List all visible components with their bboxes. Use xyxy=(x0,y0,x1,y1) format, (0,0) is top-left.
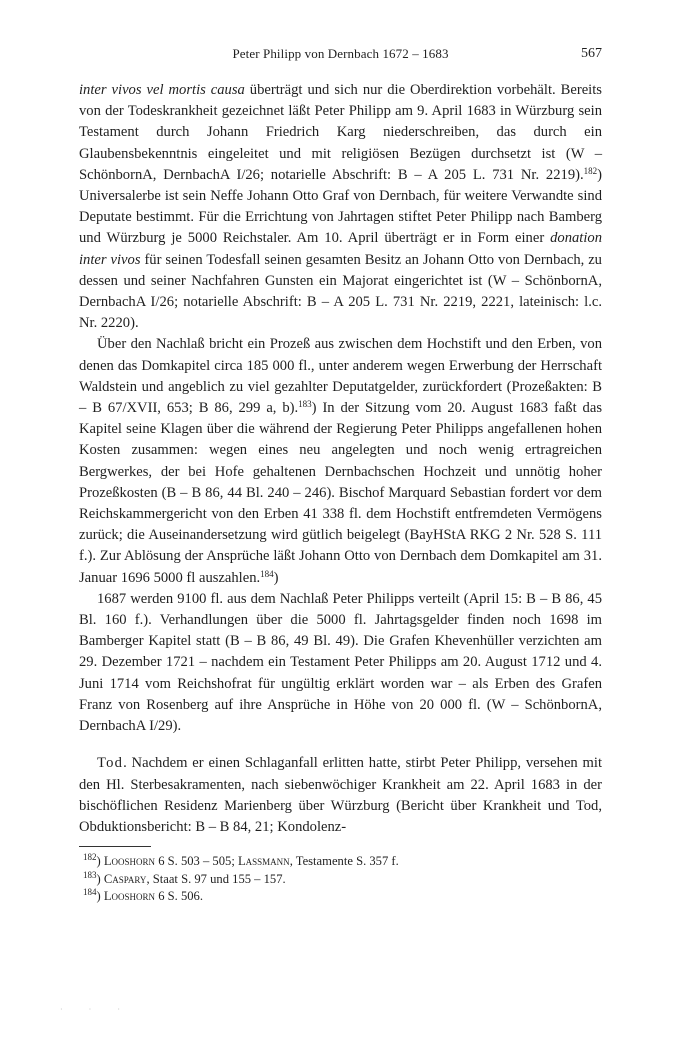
footnote-183: $^{183}$) Caspary, Staat S. 97 und 155 – 157. xyxy=(83,869,286,886)
paragraph-text: für seinen Todesfall seinen gesamten Besitz an Johann Otto von Dernbach, zu dessen und seiner Nachfahren Gunsten ein Majorat eingerichtet ist (W – SchönbornA, DernbachA I/26; notarielle Abschrift: B – A 205 L. 731 Nr. 2219, 2221, lateinisch: l.c. Nr. 2220). xyxy=(79,251,602,332)
footnote-184: $^{184}$) Looshorn 6 S. 506. xyxy=(83,887,203,903)
paragraph-text: überträgt und sich nur die Oberdirektion vorbehält. Bereits von der Todeskrankheit gezeichnet läßt Peter Philipp am 9. April 1683 in Würzburg sein Testament durch Johann Friedrich Karg niederschreiben, das durch ein Glaubensbekenntnis eingeleitet und mit religiösen Bezügen durchsetzt ist (W – SchönbornA, DernbachA I/26; notarielle Abschrift: B – A 205 L. 731 Nr. 2219). xyxy=(79,82,602,183)
paragraph-text: ) xyxy=(273,569,279,586)
footnote-text: , Testamente S. 357 f. xyxy=(289,854,399,868)
footnote-number: 184 xyxy=(83,887,97,897)
running-title: Peter Philipp von Dernbach 1672 – 1683 xyxy=(232,46,449,61)
footnote-number: 183 xyxy=(83,869,97,880)
footnote-text: 6 S. 503 – 505; xyxy=(155,854,238,868)
paragraph-text: ) Universalerbe ist sein Neffe Johann Otto Graf von Dernbach, für weitere Verwandte sind Deputate bestimmt. Für die Errichtung von Jahrtagen stiftet Peter Philipp nach Bamberg und Würzburg je 5000 Reichstaler. Am 10. April überträgt er in Form einer xyxy=(79,166,602,247)
main-text xyxy=(79,80,602,838)
latin-phrase: donation inter vivos xyxy=(79,230,602,268)
footnote-author: Looshorn xyxy=(103,889,156,903)
footnote-ref-182[interactable]: 182 xyxy=(583,165,598,176)
footnote-separator xyxy=(79,846,151,847)
footnote-182: $^{182}$) Looshorn 6 S. 503 – 505; Lassmann, Testamente S. 357 f. xyxy=(83,852,399,868)
footnote-text: 6 S. 506. xyxy=(155,889,203,903)
latin-phrase: inter vivos vel mortis causa xyxy=(79,82,245,98)
footnote-text: , Staat S. 97 und 155 – 157. xyxy=(146,871,286,886)
footnote-author: Caspary xyxy=(103,871,147,886)
paragraph-testament xyxy=(79,80,602,334)
footnote-ref-184[interactable]: 184 xyxy=(260,568,274,579)
paragraph-text: ) In der Sitzung vom 20. August 1683 faßt das Kapitel seine Klagen über die während der Regierung Peter Philipps angefallenen hohen Kosten zusammen: wegen eines neu angelegten und noch wenig ertragreichen Bergwerkes, der bei Hofe gehaltenen Dernbachschen Hochzeit und unnötig hoher Prozeßkosten (B – B 86, 44 Bl. 240 – 246). Bischof Marquard Sebastian fordert vor dem Reichskammergericht von den Erben 41 338 fl. dem Hochstift entfremdeten Vermögens zurück; die Auseinandersetzung wird gütlich beigelegt (BayHStA RKG 2 Nr. 528 S. 111 f.). Zur Ablösung der Ansprüche läßt Johann Otto von Dernbach dem Domkapitel am 31. Januar 1696 5000 fl auszahlen. xyxy=(79,400,602,586)
paragraph-text: 1687 werden 9100 fl. aus dem Nachlaß Peter Philipps verteilt (April 15: B – B 86, 45 Bl. 160 f.). Verhandlungen über die 5000 fl. Jahrtagsgelder finden noch 1698 im Bamberger Kapitel statt (B – B 86, 49 Bl. 49). Die Grafen Khevenhüller verzichten am 29. Dezember 1721 – nachdem ein Testament Peter Philipps am 20. August 1712 und 4. Juni 1714 vom Reichshofrat für ungültig erklärt worden war – als Erben des Grafen Franz von Rosenberg auf ihre Ansprüche in Höhe von 20 000 fl. (W – SchönbornA, DernbachA I/29). xyxy=(79,590,602,735)
footnote-author: Looshorn xyxy=(103,854,156,868)
paragraph-death xyxy=(79,753,602,838)
section-heading: Tod xyxy=(97,755,124,772)
footnote-author: Lassmann xyxy=(237,854,290,868)
footnotes xyxy=(79,853,602,906)
footnote-number: 182 xyxy=(83,852,97,862)
paragraph-estate-lawsuit xyxy=(79,334,602,588)
paragraph-text: . Nachdem er einen Schlaganfall erlitten hatte, stirbt Peter Philipp, versehen mit den Hl. Sterbesakramenten, nach siebenwöchiger Krankheit am 22. April 1683 in der bischöflichen Residenz Marienberg über Würzburg (Bericht über Krankheit und Tod, Obduktionsbericht: B – B 84, 21; Kondolenz- xyxy=(79,755,602,835)
footnote-ref-183[interactable]: 183 xyxy=(298,399,312,410)
scan-specks: · · · xyxy=(60,1005,132,1014)
paragraph-text: Über den Nachlaß bricht ein Prozeß aus zwischen dem Hochstift und den Erben, von denen das Domkapitel circa 185 000 fl., unter anderem wegen Erwerbung der Herrschaft Waldstein und angeblich zu viel gezahlter Deputatgelder, zurückfordert (Prozeßakten: B – B 67/XVII, 653; B 86, 299 a, b). xyxy=(79,336,602,417)
paragraph-distribution xyxy=(79,589,602,737)
page-number: 567 xyxy=(581,46,602,61)
